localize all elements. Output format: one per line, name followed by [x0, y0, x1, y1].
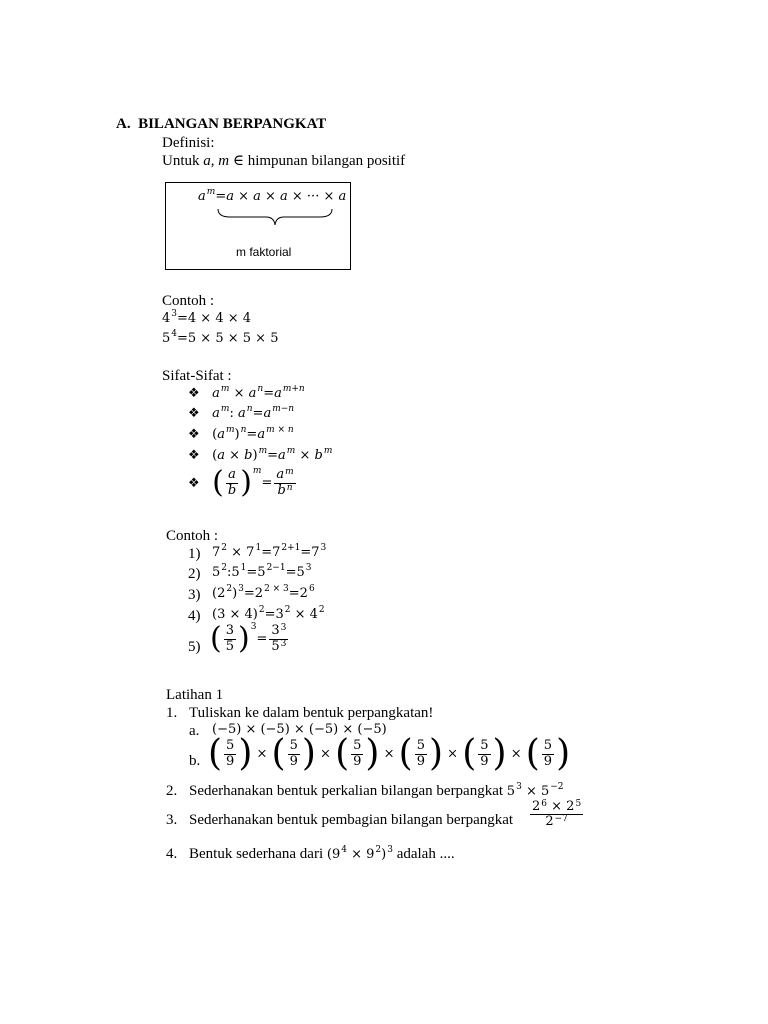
latihan-sub-a: a. [189, 723, 200, 739]
section-title: BILANGAN BERPANGKAT [138, 116, 327, 132]
contoh1-line-2: $5^4=5 \times 5 \times 5 \times 5$ [162, 329, 279, 346]
definisi-heading: Definisi: [162, 135, 215, 151]
sifat-heading: Sifat-Sifat : [162, 368, 232, 384]
brace-label: m faktorial [236, 245, 292, 259]
contoh2-expr-1: $7^2 \times 7^1=7^{2+1}=7^3$ [212, 543, 327, 560]
contoh2-expr-3: $(2^2)^3=2^{2 \times 3}=2^6$ [212, 584, 315, 601]
latihan-text-1: Tuliskan ke dalam bentuk perpangkatan! [189, 705, 434, 721]
sifat-item-3: ❖ $(a^m)^n=a^{m \times n}$ [188, 425, 294, 442]
contoh1-heading: Contoh : [162, 293, 215, 309]
section-letter: A. [116, 116, 131, 132]
sifat-item-4: ❖ $(a \times b)^m=a^m \times b^m$ [188, 446, 333, 463]
definisi-text: Untuk a, m ∈ himpunan bilangan positif [162, 153, 406, 169]
diamond-bullet-icon: ❖ [188, 386, 200, 401]
diamond-bullet-icon: ❖ [188, 475, 200, 491]
sifat-item-1: ❖ $a^m \times a^n=a^{m+n}$ [188, 384, 305, 401]
contoh2-num-1: 1) [188, 546, 201, 562]
contoh2-num-5: 5) [188, 639, 201, 655]
definition-formula: $a^m=a \times a \times a$ × ··· × a [198, 187, 347, 204]
contoh2-num-4: 4) [188, 608, 201, 624]
latihan-expr-3: $\frac{2^6 \times 2^5}{2^{-7}}$ [532, 799, 582, 830]
latihan-num-1: 1. [166, 705, 178, 721]
contoh2-num-2: 2) [188, 566, 201, 582]
contoh2-expr-2: $5^2:5^1=5^{2-1}=5^3$ [212, 563, 312, 580]
latihan-text-4: Bentuk sederhana dari $(9^4 \times 9^2)^3$ adalah .... [189, 845, 455, 862]
diamond-bullet-icon: ❖ [188, 427, 200, 442]
latihan-num-3: 3. [166, 812, 178, 828]
latihan-num-2: 2. [166, 783, 178, 799]
contoh2-num-3: 3) [188, 587, 201, 603]
contoh2-expr-4: $(3 \times 4)^2=3^2 \times 4^2$ [212, 605, 325, 622]
latihan-num-4: 4. [166, 846, 178, 862]
latihan-heading: Latihan 1 [166, 687, 224, 703]
definition-box [165, 182, 351, 270]
underbrace-icon [216, 207, 334, 227]
diamond-bullet-icon: ❖ [188, 448, 200, 463]
latihan-text-3: Sederhanakan bentuk pembagian bilangan berpangkat [189, 812, 514, 828]
contoh1-line-1: $4^3=4 \times 4 \times 4$ [162, 309, 252, 326]
latihan-expr-b: ( $\frac{5}{9}$ ) × ( $\frac{5}{9}$ ) × ( $\frac{5}{9}$ ) × ( $\frac{5}{9}$ ) × ( $\frac{5}{9}$ ) × ( $\frac{5}{9}$ ) [208, 733, 571, 774]
sifat-item-5: ❖ ( $\frac{a}{b}$ )$^m$= $\frac{a^m}{b^n}$ [188, 465, 294, 500]
latihan-text-2: Sederhanakan bentuk perkalian bilangan berpangkat $5^3 \times 5^{-2}$ [189, 782, 564, 799]
sifat-item-2: ❖ $a^m$: $a^n=a^{m-n}$ [188, 404, 295, 421]
section-heading [116, 115, 326, 133]
contoh2-heading: Contoh : [166, 528, 219, 544]
latihan-expr-a: (−5) × (−5) × (−5) × (−5) [212, 722, 387, 737]
diamond-bullet-icon: ❖ [188, 406, 200, 421]
latihan-sub-b: b. [189, 753, 201, 769]
contoh2-expr-5: ( $\frac{3}{5}$ )$^3$= $\frac{3^3}{5^3}$ [210, 621, 287, 656]
